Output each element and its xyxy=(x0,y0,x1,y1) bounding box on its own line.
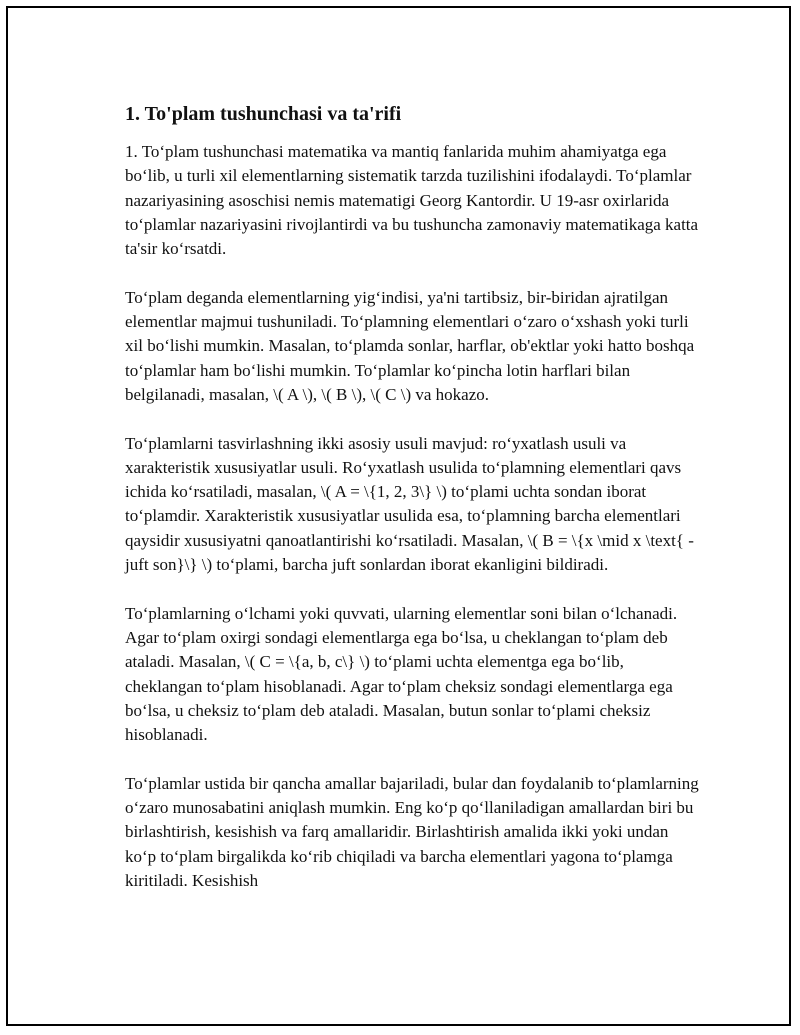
page-frame xyxy=(6,6,791,1026)
paragraph-2: To‘plam deganda elementlarning yig‘indisi, ya'ni tartibsiz, bir-biridan ajratilgan elementlar majmui tushuniladi. To‘plamning elementlari o‘zaro o‘xshash yoki turli xil bo‘lishi mumkin. Masalan, to‘plamda sonlar, harflar, ob'ektlar yoki hatto boshqa to‘plamlar ham bo‘lishi mumkin. To‘plamlar ko‘pincha lotin harflari bilan belgilanadi, masalan, \( A \), \( B \), \( C \) va hokazo. xyxy=(125,287,695,404)
paragraph-4: To‘plamlarning o‘lchami yoki quvvati, ularning elementlar soni bilan o‘lchanadi. Agar to‘plam oxirgi sondagi elementlarga ega bo‘lsa, u cheklangan to‘plam deb ataladi. Masalan, \( C = \{a, b, c\} \) to‘plami uchta elementga ega bo‘lib, cheklangan to‘plam hisoblanadi. Agar to‘plam cheksiz sondagi elementlarga ega bo‘lsa, u cheksiz to‘plam deb ataladi. Masalan, butun sonlar to‘plami cheksiz hisoblanadi. xyxy=(125,603,678,745)
document-body xyxy=(125,100,701,893)
paragraph-1: 1. To‘plam tushunchasi matematika va mantiq fanlarida muhim ahamiyatga ega bo‘lib, u turli xil elementlarning sistematik tarzda tuzilishini ifodalaydi. To‘plamlar nazariyasining asoschisi nemis matematigi Georg Kantordir. U 19-asr oxirlarida to‘plamlar nazariyasini rivojlantirdi va bu tushuncha zamonaviy matematikaga katta ta'sir ko‘rsatdi. xyxy=(125,142,699,259)
paragraph-5: To‘plamlar ustida bir qancha amallar bajariladi, bular dan foydalanib to‘plamlarning o‘zaro munosabatini aniqlash mumkin. Eng ko‘p qo‘llaniladigan amallardan biri bu birlashtirish, kesishish va farq amallaridir. Birlashtirish amalida ikki yoki undan ko‘p to‘plam birgalikda ko‘rib chiqiladi va barcha elementlari yagona to‘plamga kiritiladi. Kesishish xyxy=(125,773,699,890)
paragraph-3: To‘plamlarni tasvirlashning ikki asosiy usuli mavjud: ro‘yxatlash usuli va xarakteristik xususiyatlar usuli. Ro‘yxatlash usulida to‘plamning elementlari qavs ichida ko‘rsatiladi, masalan, \( A = \{1, 2, 3\} \) to‘plami uchta sondan iborat to‘plamdir. Xarakteristik xususiyatlar usulida esa, to‘plamning barcha elementlari qaysidir xususiyatni qanoatlantirishi ko‘rsatiladi. Masalan, \( B = \{x \mid x \text{ - juft son}\} \) to‘plami, barcha juft sonlardan iborat ekanligini bildiradi. xyxy=(125,433,694,575)
document-title: 1. To'plam tushunchasi va ta'rifi xyxy=(125,103,402,125)
